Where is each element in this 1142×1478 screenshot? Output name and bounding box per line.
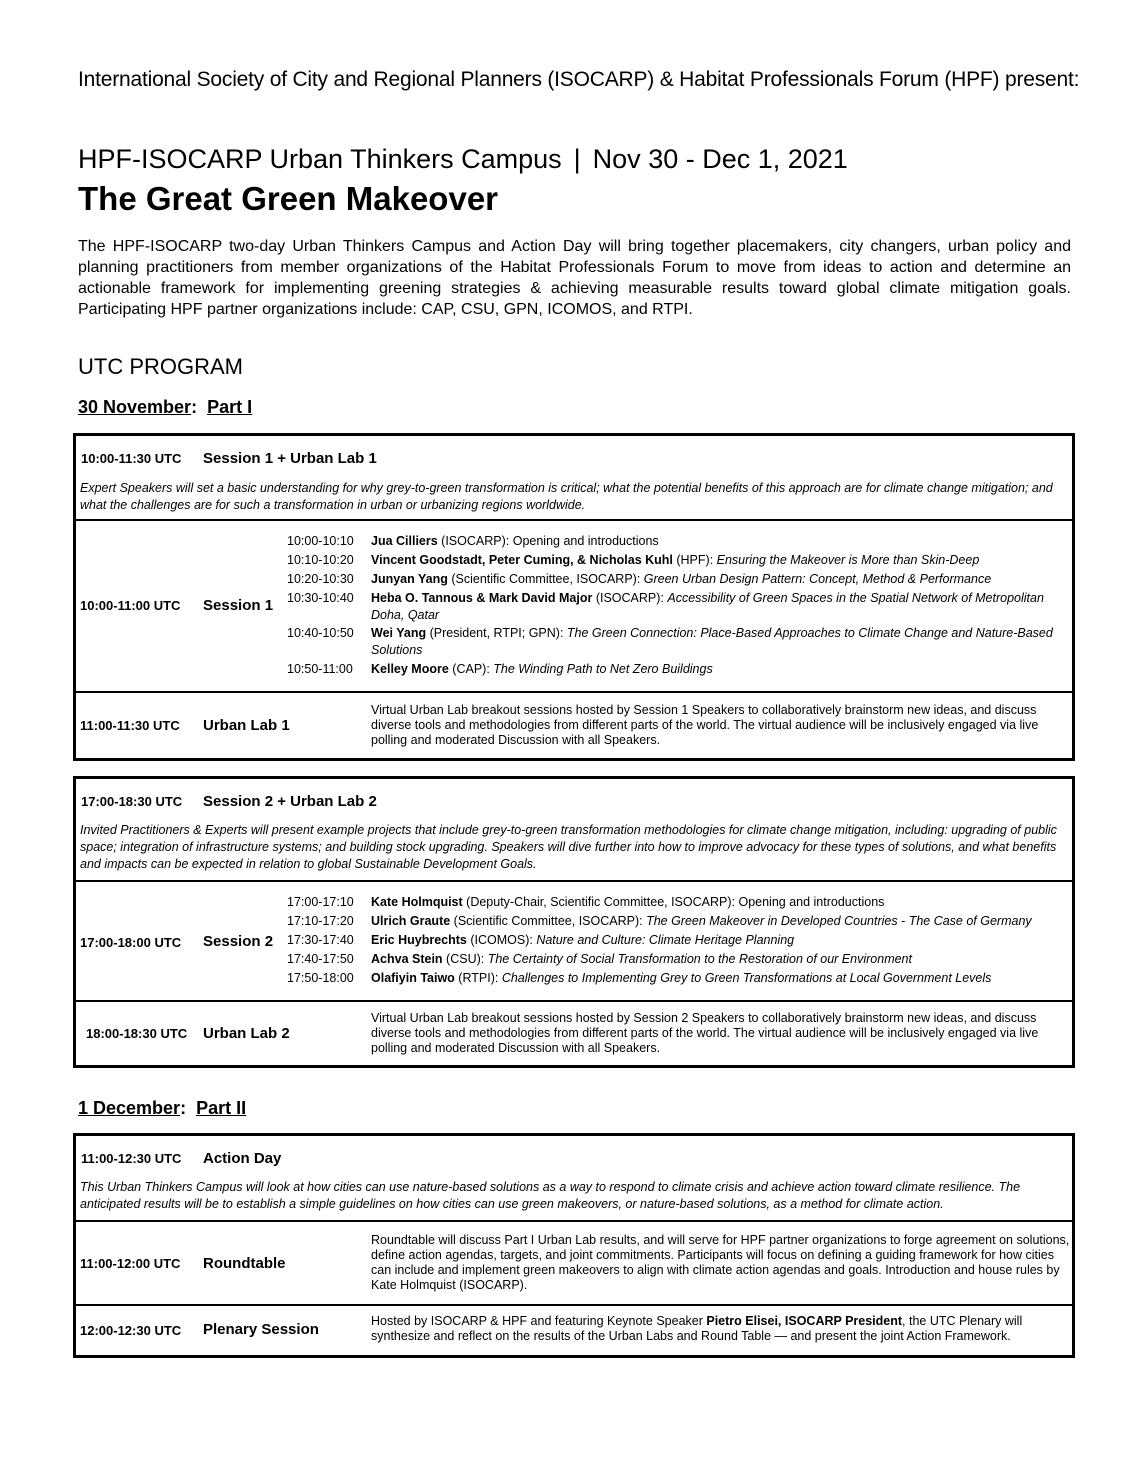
day1-heading xyxy=(78,397,252,418)
page-title: The Great Green Makeover xyxy=(78,180,499,217)
divider xyxy=(76,1220,1072,1222)
row-description xyxy=(371,1314,1071,1344)
talk-affiliation: (ICOMOS): xyxy=(466,933,537,947)
talk-topic: The Winding Path to Net Zero Buildings xyxy=(493,662,713,676)
talk-speakers: Kelley Moore xyxy=(371,662,449,676)
block-title: Action Day xyxy=(203,1150,282,1167)
talk-time: 17:50-18:00 xyxy=(287,971,354,985)
row-description: Virtual Urban Lab breakout sessions hosted by Session 1 Speakers to collaboratively brainstorm new ideas, and discuss diverse tools and methodologies from different parts of the world. The virtual audience will be inclusively engaged via live polling and moderated Discussion with all Speakers. xyxy=(371,703,1039,747)
talk-time: 10:40-10:50 xyxy=(287,626,354,640)
block-time: 11:00-12:30 UTC xyxy=(81,1151,182,1166)
talk-speakers: Heba O. Tannous & Mark David Major xyxy=(371,591,593,605)
row-time: 10:00-11:00 UTC xyxy=(80,598,181,613)
talk-item xyxy=(287,970,1077,987)
plenary-desc-post: , the UTC Plenary will synthesize and reflect on the results of the Urban Labs and Round Table — and present the joint Action Framework. xyxy=(371,1314,1023,1343)
day1-colon: : xyxy=(191,397,198,417)
talk-affiliation: (ISOCARP): xyxy=(592,591,668,605)
talk-topic: Green Urban Design Pattern: Concept, Method & Performance xyxy=(643,572,992,586)
divider xyxy=(76,691,1072,693)
action-day-block xyxy=(73,1133,1075,1358)
talk-time: 17:30-17:40 xyxy=(287,933,354,947)
block-description: Expert Speakers will set a basic understanding for why grey-to-green transformation is critical; what the potential benefits of this approach are for climate change mitigation; and what the challenges are for such a transformation in urban or urbanizing regions worldwide. xyxy=(80,481,1053,512)
talk-speakers: Achva Stein xyxy=(371,952,443,966)
program-heading: UTC PROGRAM xyxy=(78,354,243,379)
talk-speakers: Ulrich Graute xyxy=(371,914,451,928)
talk-time: 17:10-17:20 xyxy=(287,914,354,928)
session-block-2 xyxy=(73,776,1075,1068)
day2-part: Part II xyxy=(196,1098,247,1118)
day1-part: Part I xyxy=(207,397,253,417)
talk-plain: Opening and introductions xyxy=(512,534,659,548)
talk-speakers: Vincent Goodstadt, Peter Cuming, & Nicholas Kuhl xyxy=(371,553,673,567)
talk-affiliation: (HPF): xyxy=(672,553,717,567)
talk-item xyxy=(287,913,1077,930)
talk-affiliation: (Scientific Committee, ISOCARP): xyxy=(447,572,644,586)
presenter-line: International Society of City and Regional Planners (ISOCARP) & Habitat Professionals Forum (HPF) present: xyxy=(78,68,1080,91)
talk-item xyxy=(287,590,1077,624)
talk-affiliation: (CAP): xyxy=(448,662,494,676)
talk-affiliation: (CSU): xyxy=(442,952,488,966)
divider xyxy=(76,1304,1072,1306)
talk-time: 10:50-11:00 xyxy=(287,662,353,676)
day1-date: 30 November xyxy=(78,397,192,417)
row-label: Session 1 xyxy=(203,597,274,614)
block-header xyxy=(81,793,377,811)
block-time: 10:00-11:30 UTC xyxy=(81,451,182,466)
talk-time: 10:20-10:30 xyxy=(287,572,354,586)
talk-time: 10:10-10:20 xyxy=(287,553,354,567)
row-description: Virtual Urban Lab breakout sessions hosted by Session 2 Speakers to collaboratively brainstorm new ideas, and discuss diverse tools and methodologies from different parts of the world. The virtual audience will be inclusively engaged via live polling and moderated Discussion with all Speakers. xyxy=(371,1011,1039,1055)
title-separator: | xyxy=(573,144,581,174)
block-description: This Urban Thinkers Campus will look at how cities can use nature-based solutions as a way to respond to climate crisis and achieve action toward climate resilience. The anticipated results will be to establish a simple guidelines on how cities can use green makeovers, or nature-based solutions, as a method for climate action. xyxy=(80,1180,1021,1211)
talk-affiliation: (Deputy-Chair, Scientific Committee, ISOCARP): xyxy=(462,895,739,909)
divider xyxy=(76,519,1072,521)
talk-topic: Nature and Culture: Climate Heritage Planning xyxy=(536,933,795,947)
talk-item xyxy=(287,552,1077,569)
row-time: 17:00-18:00 UTC xyxy=(80,935,182,950)
divider xyxy=(76,880,1072,882)
talk-time: 10:00-10:10 xyxy=(287,534,354,548)
row-time: 18:00-18:30 UTC xyxy=(86,1026,188,1041)
talk-affiliation: (RTPI): xyxy=(454,971,502,985)
talk-item xyxy=(287,932,1077,949)
row-label: Roundtable xyxy=(203,1255,286,1272)
talk-speakers: Junyan Yang xyxy=(371,572,448,586)
talk-item xyxy=(287,951,1077,968)
row-label: Session 2 xyxy=(203,933,274,950)
talk-topic: The Green Connection: Place-Based Approaches to Climate Change and Nature-Based Solutions xyxy=(371,626,1053,657)
day2-date: 1 December xyxy=(78,1098,181,1118)
event-title xyxy=(78,144,848,175)
talk-speakers: Jua Cilliers xyxy=(371,534,438,548)
block-title: Session 2 + Urban Lab 2 xyxy=(203,793,377,810)
event-name: HPF-ISOCARP Urban Thinkers Campus xyxy=(78,144,562,174)
talk-item xyxy=(287,661,1077,678)
talk-plain: Opening and introductions xyxy=(738,895,885,909)
row-label: Plenary Session xyxy=(203,1321,319,1338)
row-label: Urban Lab 1 xyxy=(203,717,290,734)
talk-item xyxy=(287,894,1077,911)
row-time: 11:00-12:00 UTC xyxy=(80,1256,181,1271)
block-header xyxy=(81,450,377,468)
talk-topic: The Green Makeover in Developed Countries - The Case of Germany xyxy=(646,914,1032,928)
talk-item xyxy=(287,625,1077,659)
intro-paragraph: The HPF-ISOCARP two-day Urban Thinkers Campus and Action Day will bring together placemakers, city changers, urban policy and planning practitioners from member organizations of the Habitat Professionals Forum to move from ideas to action and determine an actionable framework for implementing greening strategies & achieving measurable results toward global climate mitigation goals. Participating HPF partner organizations include: CAP, CSU, GPN, ICOMOS, and RTPI. xyxy=(78,238,1071,318)
talk-item xyxy=(287,533,1077,550)
block-header xyxy=(81,1150,281,1168)
talk-topic: Challenges to Implementing Grey to Green Transformations at Local Government Levels xyxy=(501,971,992,985)
talk-speakers: Kate Holmquist xyxy=(371,895,463,909)
row-label: Urban Lab 2 xyxy=(203,1025,290,1042)
talk-speakers: Eric Huybrechts xyxy=(371,933,467,947)
talk-item xyxy=(287,571,1077,588)
talk-topic: Accessibility of Green Spaces in the Spatial Network of Metropolitan Doha, Qatar xyxy=(371,591,1044,622)
event-dates: Nov 30 - Dec 1, 2021 xyxy=(592,144,848,174)
row-time: 11:00-11:30 UTC xyxy=(80,718,180,733)
row-time: 12:00-12:30 UTC xyxy=(80,1323,182,1338)
plenary-desc-pre: Hosted by ISOCARP & HPF and featuring Keynote Speaker xyxy=(371,1314,707,1328)
talk-affiliation: (ISOCARP): xyxy=(437,534,513,548)
talk-topic: Ensuring the Makeover is More than Skin-Deep xyxy=(716,553,980,567)
day2-heading xyxy=(78,1098,246,1119)
talk-speakers: Olafiyin Taiwo xyxy=(371,971,455,985)
divider xyxy=(76,1000,1072,1002)
talk-affiliation: (President, RTPI; GPN): xyxy=(426,626,567,640)
talk-time: 17:40-17:50 xyxy=(287,952,354,966)
row-description: Roundtable will discuss Part I Urban Lab results, and will serve for HPF partner organizations to forge agreement on solutions, define action agendas, targets, and joint commitments. Participants will focus on defining a guiding framework for how cities can include and implement green makeovers to align with climate action agendas and goals. Introduction and house rules by Kate Holmquist (ISOCARP). xyxy=(371,1233,1070,1292)
block-time: 17:00-18:30 UTC xyxy=(81,794,183,809)
keynote-speaker: Pietro Elisei, ISOCARP President xyxy=(706,1314,903,1328)
block-title: Session 1 + Urban Lab 1 xyxy=(203,450,377,467)
day2-colon: : xyxy=(180,1098,187,1118)
talk-affiliation: (Scientific Committee, ISOCARP): xyxy=(450,914,647,928)
talk-speakers: Wei Yang xyxy=(371,626,427,640)
talk-time: 10:30-10:40 xyxy=(287,591,354,605)
block-description: Invited Practitioners & Experts will present example projects that include grey-to-green transformation methodologies for climate change mitigation, including: upgrading of public space; integration of infrastructure systems; and building stock upgrading. Speakers will dive further into how to improve advocacy for these types of solutions, and what benefits and impacts can be expected in relation to global Sustainable Development Goals. xyxy=(80,823,1057,871)
talk-time: 17:00-17:10 xyxy=(287,895,354,909)
talk-topic: The Certainty of Social Transformation to the Restoration of our Environment xyxy=(487,952,912,966)
session-block-1 xyxy=(73,433,1075,761)
